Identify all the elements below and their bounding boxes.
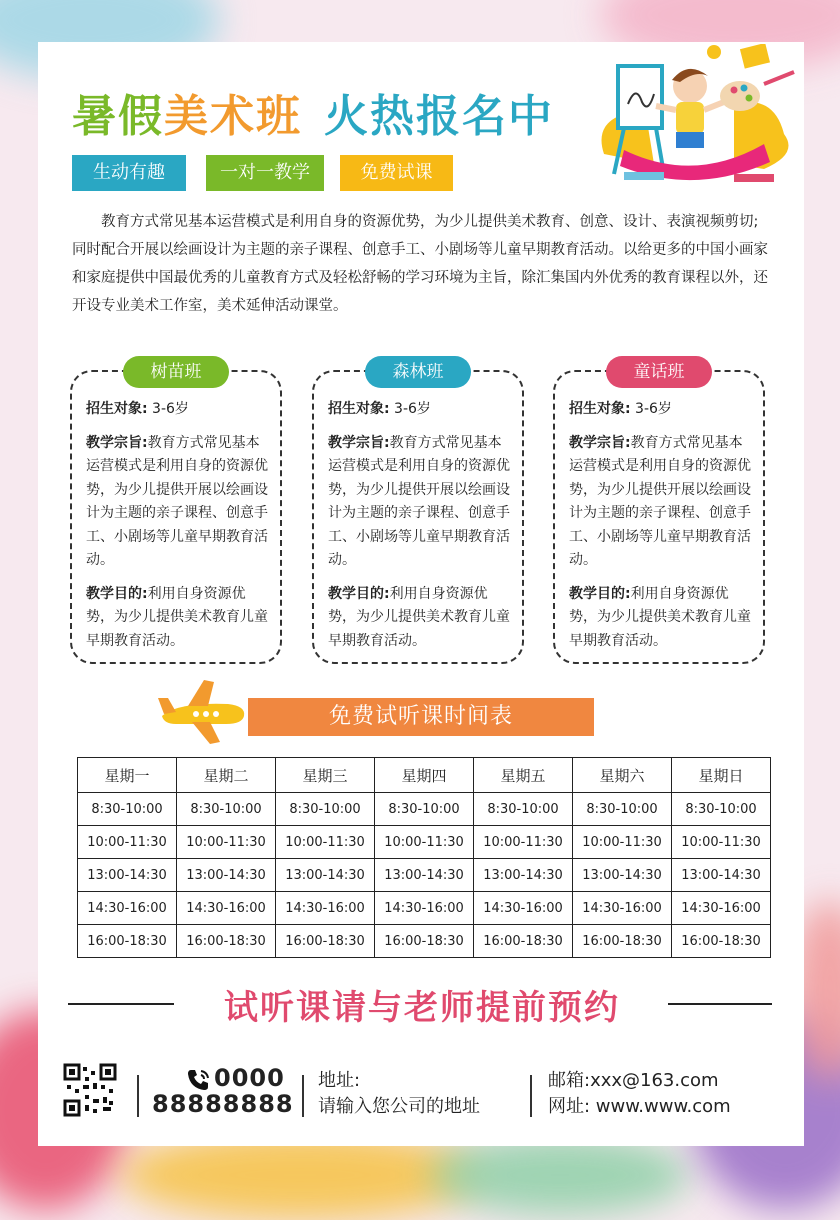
- teaching-aim-label: 教学宗旨:: [328, 434, 390, 451]
- website-text: 网址: www.www.com: [548, 1096, 731, 1117]
- day-header: 星期三: [276, 758, 375, 793]
- phone-line-2: 88888888: [152, 1090, 294, 1118]
- footer-divider-3: [530, 1075, 532, 1117]
- teaching-goal-text: 利用自身资源优势，为少儿提供美术教育儿童早期教育活动。: [328, 585, 510, 649]
- time-slot-cell: 16:00-18:30: [573, 925, 672, 958]
- teaching-goal: [569, 583, 751, 654]
- teaching-goal-label: 教学目的:: [569, 585, 631, 602]
- time-slot-cell: 10:00-11:30: [672, 826, 771, 859]
- time-slot-cell: 8:30-10:00: [78, 793, 177, 826]
- time-slot-cell: 13:00-14:30: [474, 859, 573, 892]
- day-header: 星期五: [474, 758, 573, 793]
- time-slot-cell: 8:30-10:00: [177, 793, 276, 826]
- tag-free-trial: 免费试课: [340, 155, 453, 191]
- table-row: [78, 793, 771, 826]
- time-slot-cell: 16:00-18:30: [672, 925, 771, 958]
- teaching-goal-label: 教学目的:: [86, 585, 148, 602]
- qr-code-icon: [63, 1063, 117, 1117]
- teaching-aim-text: 教育方式常见基本运营模式是利用自身的资源优势，为少儿提供开展以绘画设计为主题的亲子课程、创意手工、小剧场等儿童早期教育活动。: [86, 434, 268, 568]
- time-slot-cell: 13:00-14:30: [177, 859, 276, 892]
- title-part-art-class: 美术班: [164, 91, 302, 142]
- table-row: [78, 826, 771, 859]
- day-header: 星期日: [672, 758, 771, 793]
- time-slot-cell: 8:30-10:00: [672, 793, 771, 826]
- time-slot-cell: 13:00-14:30: [78, 859, 177, 892]
- schedule-title: 免费试听课时间表: [248, 698, 594, 736]
- child-painting-illustration: [584, 44, 800, 192]
- teaching-aim-label: 教学宗旨:: [86, 434, 148, 451]
- class-name-badge: 森林班: [365, 356, 471, 388]
- enroll-target: [328, 398, 510, 422]
- teaching-aim-text: 教育方式常见基本运营模式是利用自身的资源优势，为少儿提供开展以绘画设计为主题的亲子课程、创意手工、小剧场等儿童早期教育活动。: [328, 434, 510, 568]
- time-slot-cell: 10:00-11:30: [177, 826, 276, 859]
- time-slot-cell: 13:00-14:30: [276, 859, 375, 892]
- phone-line-1: 0000: [214, 1064, 285, 1092]
- table-header-row: [78, 758, 771, 793]
- enroll-target-label: 招生对象:: [86, 401, 148, 417]
- class-card-saplings: [70, 362, 282, 664]
- time-slot-cell: 14:30-16:00: [78, 892, 177, 925]
- teaching-aim: [328, 432, 510, 573]
- watercolor-bottom-mid2: [430, 1135, 690, 1215]
- email-text: 邮箱:xxx@163.com: [548, 1070, 719, 1091]
- time-slot-cell: 16:00-18:30: [78, 925, 177, 958]
- teaching-aim: [86, 432, 268, 573]
- time-slot-cell: 8:30-10:00: [573, 793, 672, 826]
- time-slot-cell: 14:30-16:00: [573, 892, 672, 925]
- title-part-enrolling: 火热报名中: [324, 91, 554, 142]
- tag-one-on-one: 一对一教学: [206, 155, 324, 191]
- address-label: 地址:: [318, 1070, 361, 1091]
- teaching-goal-text: 利用自身资源优势，为少儿提供美术教育儿童早期教育活动。: [569, 585, 751, 649]
- time-slot-cell: 10:00-11:30: [474, 826, 573, 859]
- enroll-target-value: 3-6岁: [630, 401, 672, 417]
- footer-divider-2: [302, 1075, 304, 1117]
- class-card-forest: [312, 362, 524, 664]
- enroll-target-value: 3-6岁: [389, 401, 431, 417]
- time-slot-cell: 14:30-16:00: [474, 892, 573, 925]
- class-name-badge: 树苗班: [123, 356, 229, 388]
- enroll-target: [86, 398, 268, 422]
- day-header: 星期二: [177, 758, 276, 793]
- teaching-goal: [328, 583, 510, 654]
- poster-title: [72, 80, 554, 144]
- phone-icon: [186, 1068, 212, 1092]
- time-slot-cell: 14:30-16:00: [375, 892, 474, 925]
- teaching-aim-label: 教学宗旨:: [569, 434, 631, 451]
- teaching-goal-text: 利用自身资源优势，为少儿提供美术教育儿童早期教育活动。: [86, 585, 268, 649]
- time-slot-cell: 14:30-16:00: [177, 892, 276, 925]
- class-card-fairytale: [553, 362, 765, 664]
- enroll-target: [569, 398, 751, 422]
- enroll-target-label: 招生对象:: [328, 401, 390, 417]
- address-value: 请输入您公司的地址: [318, 1096, 480, 1117]
- table-row: [78, 892, 771, 925]
- time-slot-cell: 13:00-14:30: [672, 859, 771, 892]
- time-slot-cell: 10:00-11:30: [375, 826, 474, 859]
- time-slot-cell: 8:30-10:00: [375, 793, 474, 826]
- day-header: 星期一: [78, 758, 177, 793]
- time-slot-cell: 16:00-18:30: [474, 925, 573, 958]
- time-slot-cell: 14:30-16:00: [672, 892, 771, 925]
- time-slot-cell: 13:00-14:30: [573, 859, 672, 892]
- time-slot-cell: 16:00-18:30: [276, 925, 375, 958]
- teaching-goal-label: 教学目的:: [328, 585, 390, 602]
- teaching-goal: [86, 583, 268, 654]
- cta-right-rule: [668, 1003, 772, 1005]
- time-slot-cell: 10:00-11:30: [78, 826, 177, 859]
- enroll-target-label: 招生对象:: [569, 401, 631, 417]
- cta-headline: 试听课请与老师提前预约: [224, 988, 620, 1028]
- schedule-table: [77, 757, 771, 958]
- airplane-icon: [158, 676, 250, 746]
- time-slot-cell: 8:30-10:00: [276, 793, 375, 826]
- class-name-badge: 童话班: [606, 356, 712, 388]
- teaching-aim: [569, 432, 751, 573]
- enroll-target-value: 3-6岁: [147, 401, 189, 417]
- time-slot-cell: 16:00-18:30: [177, 925, 276, 958]
- time-slot-cell: 14:30-16:00: [276, 892, 375, 925]
- teaching-aim-text: 教育方式常见基本运营模式是利用自身的资源优势，为少儿提供开展以绘画设计为主题的亲子课程、创意手工、小剧场等儿童早期教育活动。: [569, 434, 751, 568]
- time-slot-cell: 16:00-18:30: [375, 925, 474, 958]
- table-row: [78, 859, 771, 892]
- cta-left-rule: [68, 1003, 174, 1005]
- title-part-summer: 暑假: [72, 91, 164, 142]
- table-row: [78, 925, 771, 958]
- footer-divider-1: [137, 1075, 139, 1117]
- time-slot-cell: 10:00-11:30: [276, 826, 375, 859]
- time-slot-cell: 13:00-14:30: [375, 859, 474, 892]
- tag-lively-fun: 生动有趣: [72, 155, 186, 191]
- time-slot-cell: 8:30-10:00: [474, 793, 573, 826]
- day-header: 星期六: [573, 758, 672, 793]
- time-slot-cell: 10:00-11:30: [573, 826, 672, 859]
- intro-paragraph: 教育方式常见基本运营模式是利用自身的资源优势，为少儿提供美术教育、创意、设计、表演视频剪切;同时配合开展以绘画设计为主题的亲子课程、创意手工、小剧场等儿童早期教育活动。以给更多的中国小画家和家庭提供中国最优秀的儿童教育方式及轻松舒畅的学习环境为主旨，除汇集国内外优秀的教育课程以外，还开设专业美术工作室，美术延伸活动课堂。: [72, 214, 768, 314]
- day-header: 星期四: [375, 758, 474, 793]
